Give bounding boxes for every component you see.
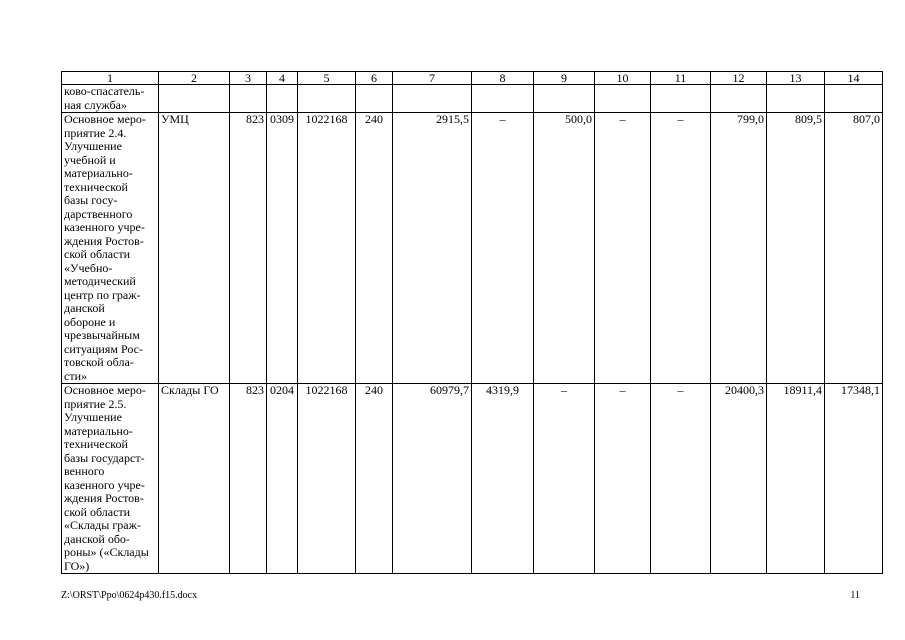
file-path-footer: Z:\ORST\Ppo\0624p430.f15.docx [61,590,198,601]
column-header: 1 [62,72,159,85]
column-header: 11 [651,72,711,85]
table-cell: – [595,384,651,574]
table-cell [230,85,267,113]
column-header: 12 [711,72,767,85]
activity-name-cell: Основное меро- приятие 2.4. Улучшение учебной и материально- технической базы госу- дарственного казенного учре- ждения Ростов- ской области «Учебно- методический центр по граж- данской обороне и чрезвычайным ситуациям Рос- товской обла- сти» [62,113,159,384]
table-cell [534,85,595,113]
table-cell: 823 [230,384,267,574]
table-cell: – [534,384,595,574]
table-cell [393,85,472,113]
column-header: 9 [534,72,595,85]
table-cell: 18911,4 [767,384,825,574]
activity-name-cell: Основное меро- приятие 2.5. Улучшение материально- технической базы государст- венного казенного учре- ждения Ростов- ской области «Склады граж- данской обо- роны» («Склады ГО») [62,384,159,574]
column-header: 8 [472,72,534,85]
column-header: 5 [298,72,356,85]
table-cell: 799,0 [711,113,767,384]
table-cell [267,85,298,113]
table-cell: 0204 [267,384,298,574]
table-cell: 60979,7 [393,384,472,574]
column-header: 3 [230,72,267,85]
table-cell: 1022168 [298,113,356,384]
column-header: 2 [159,72,230,85]
table-cell: 823 [230,113,267,384]
table-cell [651,85,711,113]
table-cell [767,85,825,113]
table-cell [356,85,393,113]
budget-table [61,71,883,574]
table-cell: 807,0 [825,113,883,384]
table-cell: 2915,5 [393,113,472,384]
table-row [62,113,883,384]
column-header: 13 [767,72,825,85]
column-header: 4 [267,72,298,85]
table-cell [472,85,534,113]
table-cell: – [595,113,651,384]
table-cell [711,85,767,113]
executor-cell: Склады ГО [159,384,230,574]
column-header: 10 [595,72,651,85]
table-cell: 17348,1 [825,384,883,574]
table-cell [825,85,883,113]
table-cell: 20400,3 [711,384,767,574]
table-cell: – [472,113,534,384]
table-cell: – [651,113,711,384]
table-row [62,85,883,113]
table-cell [298,85,356,113]
table-cell: 500,0 [534,113,595,384]
table-cell [595,85,651,113]
column-number-row [62,72,883,85]
page-number: 11 [850,590,860,601]
table-cell: 240 [356,384,393,574]
activity-name-cell: ково-спасатель- ная служба» [62,85,159,113]
table-cell: 4319,9 [472,384,534,574]
table-cell: – [651,384,711,574]
table-row [62,384,883,574]
column-header: 7 [393,72,472,85]
table-cell: 240 [356,113,393,384]
column-header: 6 [356,72,393,85]
table-cell: 0309 [267,113,298,384]
executor-cell [159,85,230,113]
column-header: 14 [825,72,883,85]
table-cell: 1022168 [298,384,356,574]
table-cell: 809,5 [767,113,825,384]
executor-cell: УМЦ [159,113,230,384]
